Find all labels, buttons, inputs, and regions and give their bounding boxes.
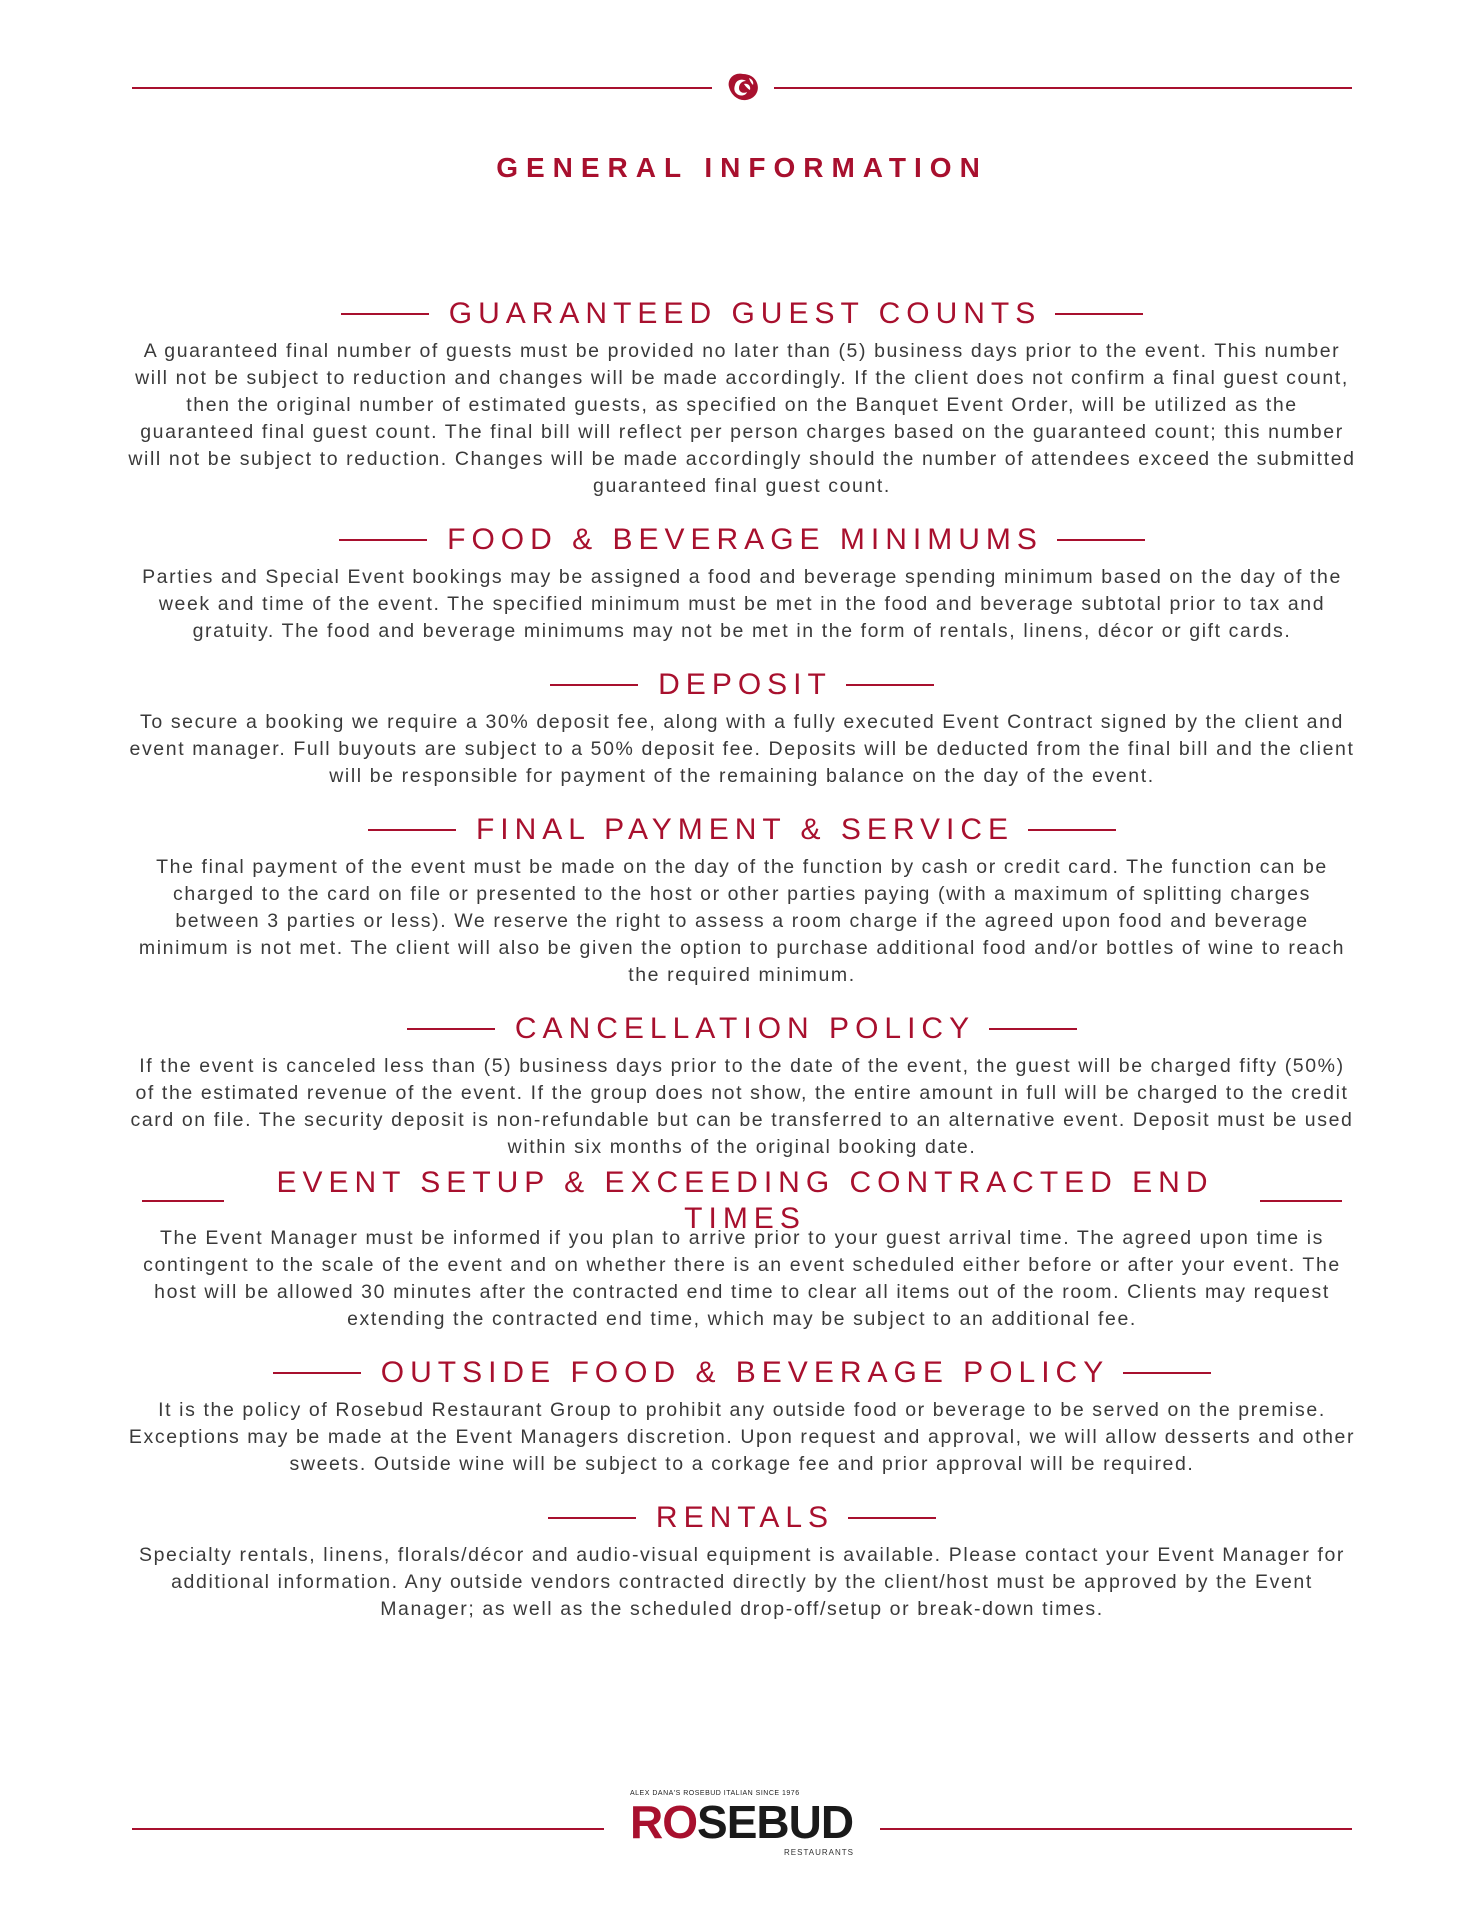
section-body: A guaranteed final number of guests must be provided no later than (5) business days prior to the event. This number will not be subject to reduction and changes will be made accordingly. If the client does not confirm a final guest count, then the original number of estimated guests, as specified on the Banquet Event Order, will be utilized as the guaranteed final guest count. The final bill will reflect per person charges based on the guaranteed count; this number will not be subject to reduction. Changes will be made accordingly should the number of attendees exceed the submitted guaranteed final guest count.: [128, 340, 1356, 497]
heading-rule-right: [1123, 1372, 1211, 1374]
section-body: If the event is canceled less than (5) business days prior to the date of the event, the guest will be charged fifty (50%) of the estimated revenue of the event. If the group does not show, the entire amount in full will be charged to the credit card on file. The security deposit is non-refundable but can be transferred to an alternative event. Deposit must be used within six months of the original booking date.: [130, 1055, 1354, 1158]
rosebud-logo: [630, 1790, 860, 1860]
section-event-setup: [128, 1166, 1356, 1333]
logo-letters-rest: SEBUD: [697, 1796, 854, 1848]
logo-subtitle: RESTAURANTS: [784, 1848, 854, 1857]
heading-rule-left: [341, 313, 429, 315]
footer-line-right: [880, 1828, 1352, 1830]
section-body: To secure a booking we require a 30% deposit fee, along with a fully executed Event Contract signed by the client and event manager. Full buyouts are subject to a 50% deposit fee. Deposits will be deducted from the final bill and the client will be responsible for payment of the remaining balance on the day of the event.: [129, 711, 1355, 787]
section-rentals: [128, 1500, 1356, 1623]
section-heading-text: RENTALS: [655, 1501, 835, 1534]
heading-rule-left: [339, 539, 427, 541]
heading-rule-right: [1055, 313, 1143, 315]
heading-rule-left: [550, 684, 638, 686]
section-heading: [128, 667, 1356, 703]
logo-wordmark: [630, 1796, 853, 1848]
section-heading: [128, 1166, 1356, 1235]
heading-rule-right: [1028, 829, 1116, 831]
section-outside-food-beverage: [128, 1355, 1356, 1478]
divider-line-left: [132, 87, 712, 89]
section-heading: [128, 812, 1356, 848]
section-heading-text: FINAL PAYMENT & SERVICE: [475, 813, 1015, 846]
section-heading: [128, 1011, 1356, 1047]
section-heading-text: GUARANTEED GUEST COUNTS: [448, 297, 1042, 330]
heading-rule-right: [1260, 1200, 1342, 1202]
logo-letter-r: R: [630, 1796, 663, 1848]
heading-rule-right: [989, 1028, 1077, 1030]
sections-container: [128, 296, 1356, 1623]
top-divider: [132, 80, 1352, 100]
heading-rule-left: [548, 1517, 636, 1519]
section-food-beverage-minimums: [128, 522, 1356, 645]
logo-rose-o: O: [662, 1796, 698, 1848]
heading-rule-right: [1057, 539, 1145, 541]
heading-rule-left: [407, 1028, 495, 1030]
heading-rule-right: [846, 684, 934, 686]
divider-line-right: [774, 87, 1352, 89]
section-body: It is the policy of Rosebud Restaurant Group to prohibit any outside food or beverage to be served on the premise. Exceptions may be made at the Event Managers discretion. Upon request and approval, we will allow desserts and other sweets. Outside wine will be subject to a corkage fee and prior approval will be required.: [128, 1399, 1356, 1475]
section-heading: [128, 522, 1356, 558]
footer-line-left: [132, 1828, 604, 1830]
section-heading-text: FOOD & BEVERAGE MINIMUMS: [447, 523, 1043, 556]
section-guaranteed-guest-counts: [128, 296, 1356, 500]
section-deposit: [128, 667, 1356, 790]
section-heading: [128, 296, 1356, 332]
section-heading: [128, 1500, 1356, 1536]
footer-logo-divider: [132, 1790, 1352, 1860]
section-body: Parties and Special Event bookings may be assigned a food and beverage spending minimum based on the day of the week and time of the event. The specified minimum must be met in the food and beverage subtotal prior to tax and gratuity. The food and beverage minimums may not be met in the form of rentals, linens, décor or gift cards.: [142, 566, 1342, 642]
logo-tagline: ALEX DANA'S ROSEBUD ITALIAN SINCE 1976: [630, 1790, 800, 1797]
heading-rule-left: [142, 1200, 224, 1202]
section-heading: [128, 1355, 1356, 1391]
section-body: Specialty rentals, linens, florals/décor and audio-visual equipment is available. Please contact your Event Manager for additional information. Any outside vendors contracted directly by the client/host must be approved by the Event Manager; as well as the scheduled drop-off/setup or break-down times.: [138, 1544, 1346, 1620]
rose-icon: [722, 70, 764, 106]
document-title: GENERAL INFORMATION: [496, 152, 988, 183]
section-body: The final payment of the event must be made on the day of the function by cash or credit card. The function can be charged to the card on file or presented to the host or other parties paying (with a maximum of splitting charges between 3 parties or less). We reserve the right to assess a room charge if the agreed upon food and beverage minimum is not met. The client will also be given the option to purchase additional food and/or bottles of wine to reach the required minimum.: [138, 856, 1346, 986]
heading-rule-left: [368, 829, 456, 831]
section-heading-text: EVENT SETUP & EXCEEDING CONTRACTED END TIMES: [276, 1166, 1214, 1235]
section-heading-text: OUTSIDE FOOD & BEVERAGE POLICY: [380, 1356, 1110, 1389]
section-final-payment-service: [128, 812, 1356, 989]
section-heading-text: CANCELLATION POLICY: [514, 1012, 976, 1045]
section-body: The Event Manager must be informed if you plan to arrive prior to your guest arrival time. The agreed upon time is contingent to the scale of the event and on whether there is an event scheduled either before or after your event. The host will be allowed 30 minutes after the contracted end time to clear all items out of the room. Clients may request extending the contracted end time, which may be subject to an additional fee.: [143, 1227, 1341, 1330]
heading-rule-left: [273, 1372, 361, 1374]
heading-rule-right: [848, 1517, 936, 1519]
section-heading-text: DEPOSIT: [658, 668, 832, 701]
section-cancellation-policy: [128, 1011, 1356, 1161]
